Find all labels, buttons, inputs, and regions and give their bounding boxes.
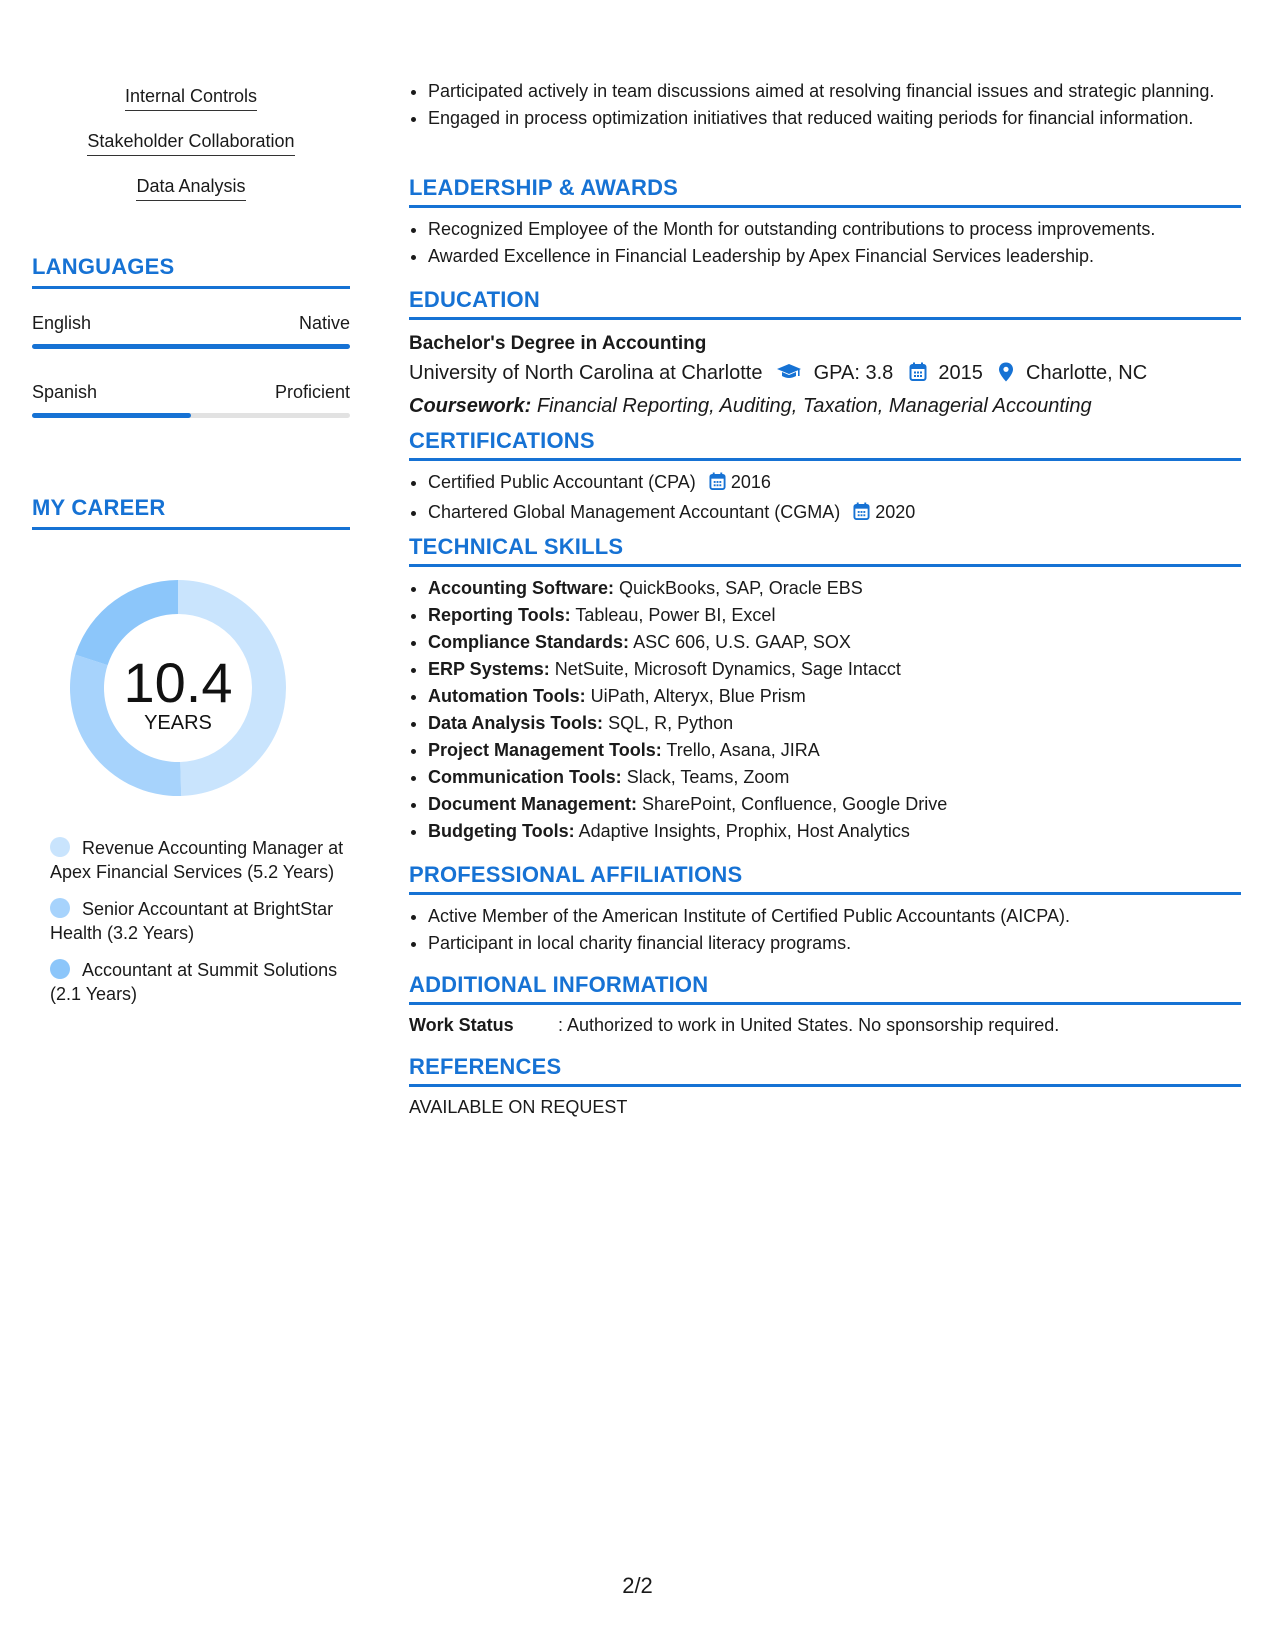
tech-skill-value: QuickBooks, SAP, Oracle EBS [619, 578, 863, 598]
tech-skill-value: Adaptive Insights, Prophix, Host Analytics [578, 821, 910, 841]
list-item: • Participant in local charity financial literacy programs. [428, 930, 1241, 957]
tech-skill-value: Slack, Teams, Zoom [626, 767, 790, 787]
list-item: • Active Member of the American Institute of Certified Public Accountants (AICPA). [428, 903, 1241, 930]
career-role: Accountant at Summit Solutions (2.1 Years) [50, 960, 338, 1004]
list-item: • Engaged in process optimization initiatives that reduced waiting periods for financial information. [428, 106, 1241, 131]
skill-list [32, 85, 350, 220]
tech-skill-label: Communication Tools: [428, 767, 622, 787]
language-level: Proficient [274, 382, 350, 402]
certifications-section [409, 428, 1241, 529]
tech-skill-item [428, 629, 1241, 656]
tech-skill-item [428, 602, 1241, 629]
graduation-cap-icon [776, 361, 802, 391]
leadership-section [409, 175, 1241, 270]
tech-skill-value: ASC 606, U.S. GAAP, SOX [633, 632, 851, 652]
page-number: 2/2 [622, 1573, 653, 1598]
tech-skill-item [428, 710, 1241, 737]
career-role: Revenue Accounting Manager at Apex Financial Services (5.2 Years) [50, 838, 344, 882]
coursework-list: Financial Reporting, Auditing, Taxation, Managerial Accounting [536, 395, 1092, 417]
tech-skill-item [428, 818, 1241, 845]
legend-dot [50, 959, 70, 979]
calendar-icon [709, 472, 726, 499]
work-status-value: : Authorized to work in United States. No sponsorship required. [558, 1015, 1060, 1035]
tech-skill-value: SQL, R, Python [608, 713, 734, 733]
technical-skills-section [409, 534, 1241, 845]
tech-skill-item [428, 683, 1241, 710]
tech-skill-item [428, 764, 1241, 791]
tech-skill-label: Document Management: [428, 794, 638, 814]
affiliations-section [409, 862, 1241, 957]
tech-skill-value: Trello, Asana, JIRA [666, 740, 820, 760]
tech-skill-item [428, 656, 1241, 683]
language-name: English [32, 313, 92, 333]
work-status-label: Work Status [409, 1015, 514, 1035]
list-item: • Awarded Excellence in Financial Leadership by Apex Financial Services leadership. [428, 243, 1241, 270]
language-bar [32, 344, 350, 349]
experience-continued [409, 79, 1241, 131]
career-total: 10.4 [123, 651, 233, 714]
section-heading: LEADERSHIP & AWARDS [409, 175, 1241, 208]
tech-skill-item [428, 791, 1241, 818]
tech-skill-label: Automation Tools: [428, 686, 586, 706]
list-item: • Participated actively in team discussions aimed at resolving financial issues and strategic planning. [428, 79, 1241, 104]
legend-dot [50, 837, 70, 857]
list-item: • Certified Public Accountant (CPA) 2016 [428, 469, 1241, 499]
coursework [409, 391, 1241, 421]
section-heading: REFERENCES [409, 1054, 1241, 1087]
skill-item: Internal Controls [32, 85, 350, 130]
career-donut [66, 576, 290, 800]
list-item: • Recognized Employee of the Month for outstanding contributions to process improvements. [428, 216, 1241, 243]
language-bar-fill [32, 344, 350, 349]
tech-skill-value: UiPath, Alteryx, Blue Prism [590, 686, 806, 706]
career-heading: MY CAREER [32, 495, 350, 530]
tech-skill-item [428, 737, 1241, 764]
legend-dot [50, 898, 70, 918]
tech-skill-value: NetSuite, Microsoft Dynamics, Sage Intacct [554, 659, 901, 679]
languages-heading: LANGUAGES [32, 254, 350, 289]
additional-section [409, 972, 1241, 1036]
tech-skill-value: SharePoint, Confluence, Google Drive [642, 794, 948, 814]
section-heading: TECHNICAL SKILLS [409, 534, 1241, 567]
section-heading: EDUCATION [409, 287, 1241, 320]
references-text: AVAILABLE ON REQUEST [409, 1097, 628, 1117]
school: University of North Carolina at Charlotte [409, 362, 763, 384]
degree: Bachelor's Degree in Accounting [409, 333, 707, 354]
education-details [409, 358, 1241, 391]
tech-skill-label: Reporting Tools: [428, 605, 571, 625]
tech-skill-label: Project Management Tools: [428, 740, 662, 760]
certification-year: 2020 [875, 502, 916, 522]
language-bar [32, 413, 350, 418]
location: Charlotte, NC [1026, 362, 1148, 384]
tech-skill-item [428, 575, 1241, 602]
section-heading: CERTIFICATIONS [409, 428, 1241, 461]
list-item: • Chartered Global Management Accountant (CGMA) 2020 [428, 499, 1241, 529]
language-english [32, 313, 350, 349]
career-unit: YEARS [144, 712, 212, 734]
work-status-row [409, 1015, 1241, 1036]
certification-year: 2016 [730, 472, 771, 492]
graduation-year: 2015 [938, 362, 983, 384]
career-role: Senior Accountant at BrightStar Health (3.2 Years) [50, 899, 334, 943]
language-name: Spanish [32, 382, 98, 402]
references-section [409, 1054, 1241, 1118]
language-spanish [32, 382, 350, 418]
career-legend [50, 836, 350, 1019]
language-bar-fill [32, 413, 191, 418]
skill-item: Data Analysis [32, 175, 350, 220]
calendar-icon [909, 361, 927, 391]
language-level: Native [298, 313, 350, 333]
education-section [409, 287, 1241, 421]
section-heading: ADDITIONAL INFORMATION [409, 972, 1241, 1005]
location-pin-icon [998, 361, 1014, 391]
tech-skill-label: ERP Systems: [428, 659, 550, 679]
tech-skill-label: Budgeting Tools: [428, 821, 575, 841]
calendar-icon [853, 502, 870, 529]
section-heading: PROFESSIONAL AFFILIATIONS [409, 862, 1241, 895]
tech-skill-label: Data Analysis Tools: [428, 713, 604, 733]
tech-skill-label: Accounting Software: [428, 578, 615, 598]
coursework-label: Coursework: [409, 395, 532, 417]
skill-item: Stakeholder Collaboration [32, 130, 350, 175]
tech-skill-label: Compliance Standards: [428, 632, 630, 652]
tech-skill-value: Tableau, Power BI, Excel [575, 605, 776, 625]
gpa: GPA: 3.8 [813, 362, 894, 384]
